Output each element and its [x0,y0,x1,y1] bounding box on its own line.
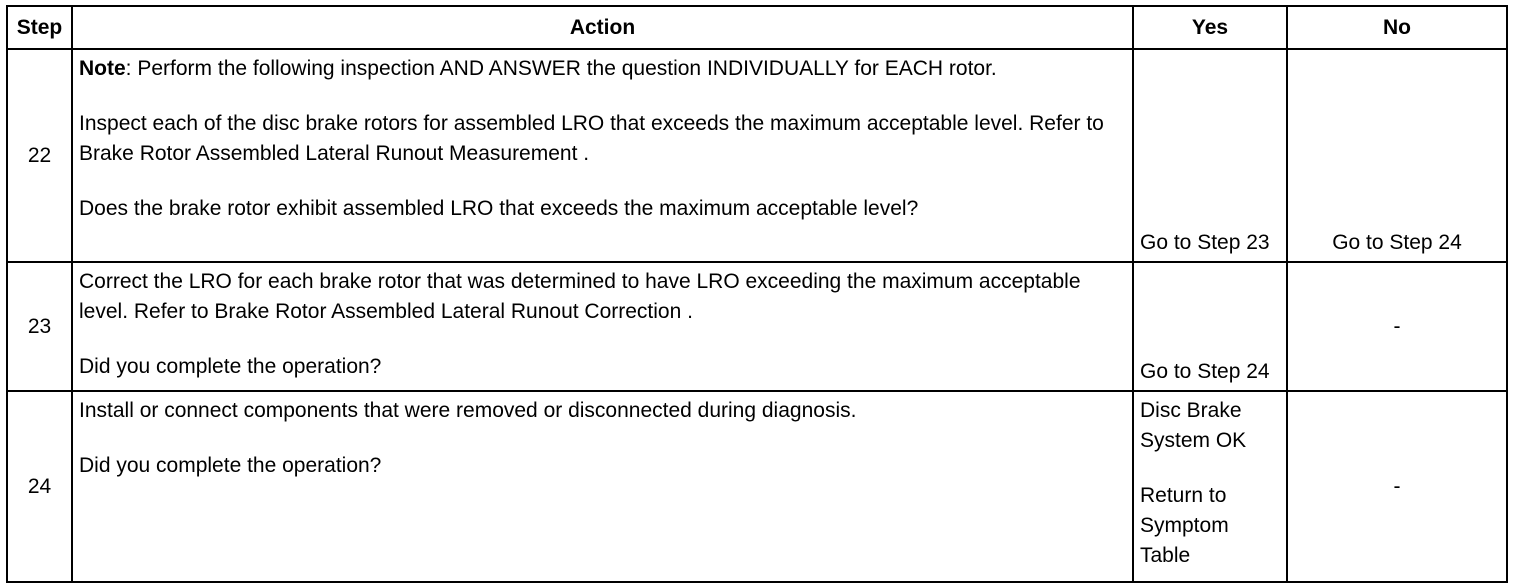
table-row [7,391,1507,582]
header-action: Action [72,6,1133,49]
no-cell: - [1287,262,1507,391]
header-row [7,6,1507,49]
action-paragraph: Install or connect components that were removed or disconnected during diagnosis. [79,399,857,422]
header-step: Step [7,6,72,49]
header-yes: Yes [1133,6,1287,49]
note-text: : Perform the following inspection AND ANSWER the question INDIVIDUALLY for EACH rotor. [125,57,997,80]
yes-cell [1133,49,1287,262]
action-question: Did you complete the operation? [79,454,382,477]
action-paragraph: Correct the LRO for each brake rotor that was determined to have LRO exceeding the maximum acceptable level. Refer to Brake Rotor Assembled Lateral Runout Correction . [79,270,1081,323]
no-cell: - [1287,391,1507,582]
yes-result: Disc Brake System OK [1140,399,1247,452]
note-paragraph [79,54,1126,84]
diagnostic-table [6,5,1508,583]
yes-cell [1133,391,1287,582]
note-label: Note [79,57,126,80]
action-paragraph: Inspect each of the disc brake rotors for assembled LRO that exceeds the maximum acceptable level. Refer to Brake Rotor Assembled Lateral Runout Measurement . [79,112,1104,165]
header-no: No [1287,6,1507,49]
step-number: 22 [7,49,72,262]
step-number: 23 [7,262,72,391]
yes-result: Return to Symptom Table [1140,484,1229,567]
action-cell [72,262,1133,391]
step-number: 24 [7,391,72,582]
action-question: Did you complete the operation? [79,355,382,378]
table-row [7,49,1507,262]
action-question: Does the brake rotor exhibit assembled LRO that exceeds the maximum acceptable level? [79,197,919,220]
yes-result: Go to Step 23 [1140,231,1270,254]
no-cell: Go to Step 24 [1287,49,1507,262]
yes-cell [1133,262,1287,391]
table-row [7,262,1507,391]
yes-result: Go to Step 24 [1140,360,1270,383]
action-cell [72,49,1133,262]
action-cell [72,391,1133,582]
